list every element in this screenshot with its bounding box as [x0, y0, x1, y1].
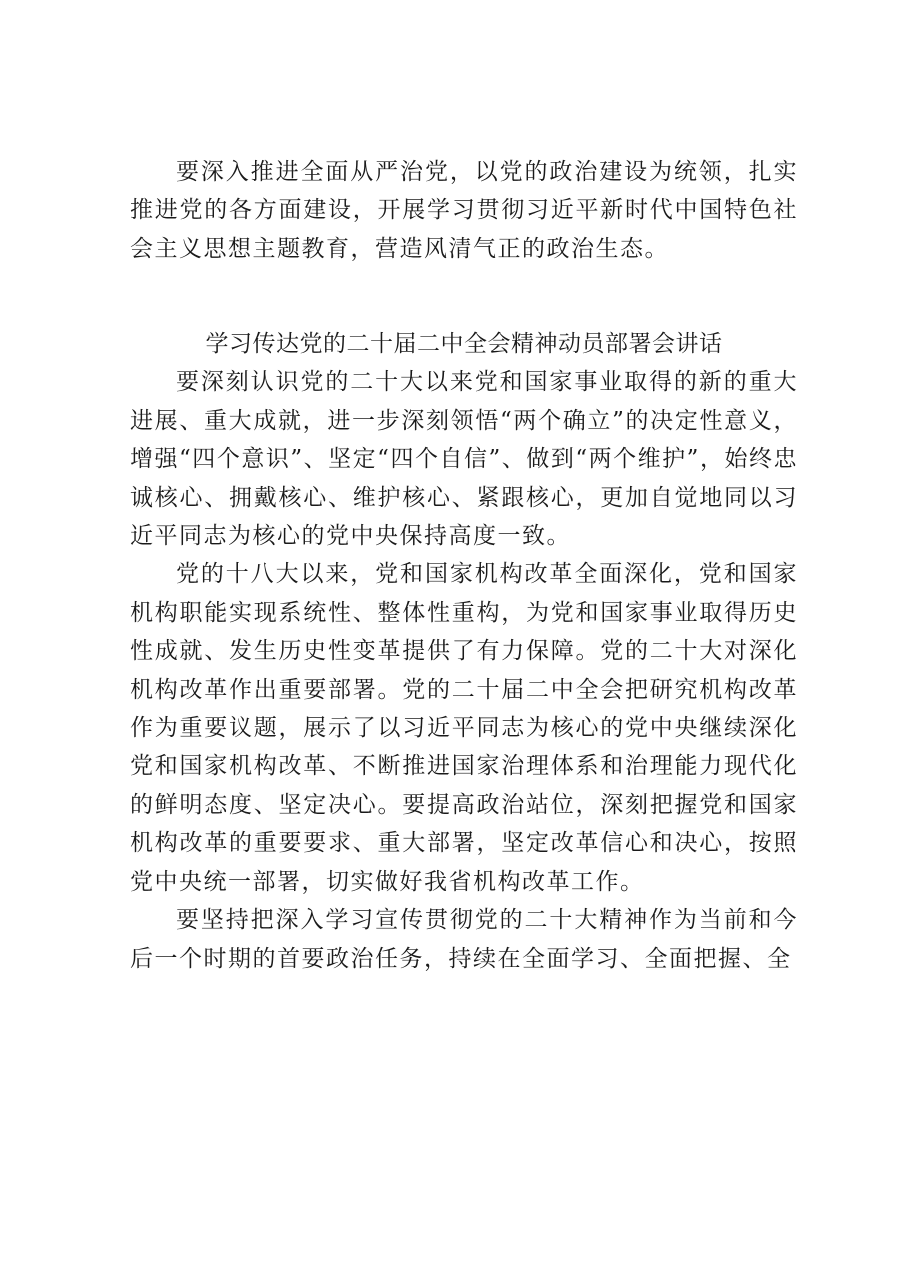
paragraph-institutional-reform: 党的十八大以来，党和国家机构改革全面深化，党和国家机构职能实现系统性、整体性重构，为党和国家事业取得历史性成就、发生历史性变革提供了有力保障。党的二十大对深化机构改革作出重要部署。党的二十届二中全会把研究机构改革作为重要议题，展示了以习近平同志为核心的党中央继续深化党和国家机构改革、不断推进国家治理体系和治理能力现代化的鲜明态度、坚定决心。要提高政治站位，深刻把握党和国家机构改革的重要要求、重大部署，坚定改革信心和决心，按照党中央统一部署，切实做好我省机构改革工作。: [130, 561, 798, 895]
paragraph-party-governance: 要深入推进全面从严治党，以党的政治建设为统领，扎实推进党的各方面建设，开展学习贯彻习近平新时代中国特色社会主义思想主题教育，营造风清气正的政治生态。: [130, 159, 798, 262]
paragraph-political-task: 要坚持把深入学习宣传贯彻党的二十大精神作为当前和今后一个时期的首要政治任务，持续在全面学习、全面把握、全: [130, 907, 798, 972]
speech-section: [130, 325, 798, 978]
intro-section: [130, 153, 798, 268]
paragraph-achievements: 要深刻认识党的二十大以来党和国家事业取得的新的重大进展、重大成就，进一步深刻领悟“两个确立”的决定性意义，增强“四个意识”、坚定“四个自信”、做到“两个维护”，始终忠诚核心、拥戴核心、维护核心、紧跟核心，更加自觉地同以习近平同志为核心的党中央保持高度一致。: [130, 369, 798, 550]
speech-heading: 学习传达党的二十届二中全会精神动员部署会讲话: [205, 331, 723, 357]
